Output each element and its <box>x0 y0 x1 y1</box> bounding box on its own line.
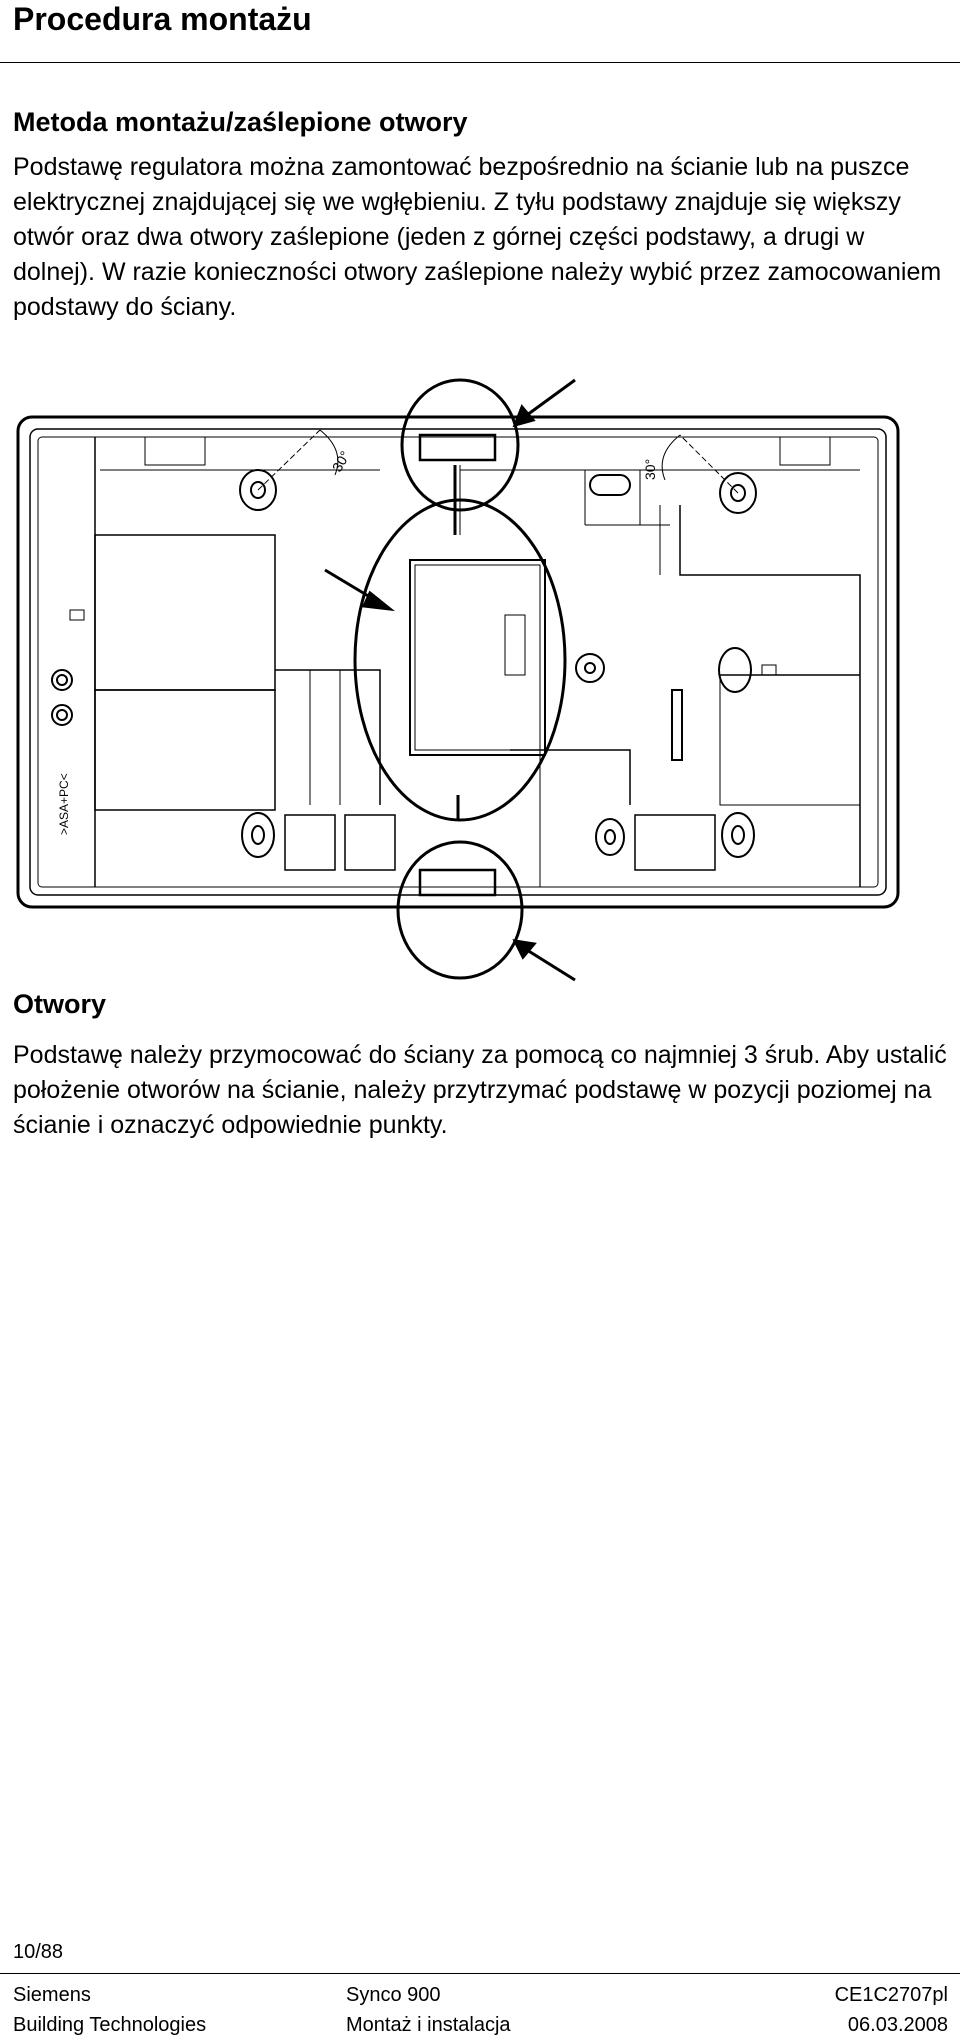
angle-label-left: 30° <box>328 448 354 475</box>
title-divider <box>0 62 960 63</box>
footer-doc-code: CE1C2707pl <box>834 1984 948 2006</box>
footer-product: Synco 900 <box>346 1984 441 2006</box>
page-title: Procedura montażu <box>13 1 312 37</box>
mounting-base-drawing <box>0 375 960 985</box>
side-label: >ASA+PC< <box>57 773 71 835</box>
footer-divider <box>0 1973 960 1974</box>
section-heading-mounting: Metoda montażu/zaślepione otwory <box>13 107 468 137</box>
footer-date: 06.03.2008 <box>847 2014 948 2036</box>
footer-division: Building Technologies <box>13 2014 207 2036</box>
footer-company: Siemens <box>13 1984 91 2006</box>
section-heading-holes: Otwory <box>13 989 107 1019</box>
section-body-holes: Podstawę należy przymocować do ściany za pomocą co najmniej 3 śrub. Aby ustalić położenie otworów na ścianie, należy przytrzymać podstawę w pozycji poziomej na ścianie i oznaczyć odpowiednie punkty. <box>13 1041 947 1139</box>
section-body-mounting: Podstawę regulatora można zamontować bezpośrednio na ścianie lub na puszce elektrycznej znajdującej się we wgłębieniu. Z tyłu podstawy znajduje się większy otwór oraz dwa otwory zaślepione (jeden z górnej części podstawy, a drugi w dolnej). W razie konieczności otwory zaślepione należy wybić przez zamocowaniem podstawy do ściany. <box>13 153 942 321</box>
angle-label-right: 30° <box>642 458 658 480</box>
footer-doc-title: Montaż i instalacja <box>346 2014 511 2036</box>
page-number: 10/88 <box>13 1941 64 1963</box>
